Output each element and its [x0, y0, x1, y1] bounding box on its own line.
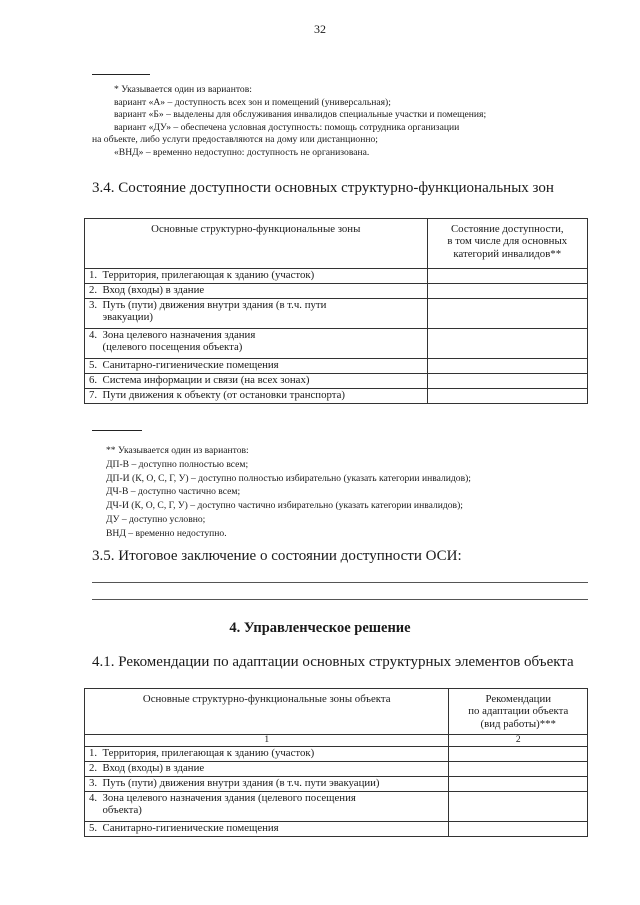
zone-cell: 1. Территория, прилегающая к зданию (участок)	[85, 747, 449, 762]
zone-cell: 1. Территория, прилегающая к зданию (участок)	[85, 269, 428, 284]
section-3-5-heading: 3.5. Итоговое заключение о состоянии доступности ОСИ:	[92, 548, 462, 564]
footnote-separator	[92, 430, 142, 431]
status-cell	[427, 269, 587, 284]
footnote-line: * Указывается один из вариантов:	[114, 84, 252, 95]
table-header-recommendations: Рекомендации по адаптации объекта (вид работы)***	[449, 689, 588, 735]
conclusion-line-2	[92, 599, 588, 600]
recommendation-cell	[449, 792, 588, 822]
footnote-line: ДП-И (К, О, С, Г, У) – доступно полностью избирательно (указать категории инвалидов);	[106, 472, 471, 484]
table-row	[85, 747, 588, 762]
status-cell	[427, 284, 587, 299]
column-number-1: 1	[85, 735, 449, 747]
footnote-variants-b	[106, 444, 596, 541]
table-row	[85, 299, 588, 329]
table-header-zones: Основные структурно-функциональные зоны объекта	[85, 689, 449, 735]
conclusion-line-1	[92, 582, 588, 583]
column-number-2: 2	[449, 735, 588, 747]
zone-cell: 4. Зона целевого назначения здания (целевого посещения объекта)	[85, 792, 449, 822]
status-cell	[427, 299, 587, 329]
zone-cell: 4. Зона целевого назначения здания (целевого посещения объекта)	[85, 329, 428, 359]
page-number: 32	[314, 22, 326, 36]
zone-cell: 5. Санитарно-гигиенические помещения	[85, 359, 428, 374]
footnote-separator	[92, 74, 150, 75]
footnote-line: на объекте, либо услуги предоставляются на дому или дистанционно;	[92, 134, 378, 146]
table-row	[85, 284, 588, 299]
zone-cell: 5. Санитарно-гигиенические помещения	[85, 822, 449, 837]
section-4-1-heading: 4.1. Рекомендации по адаптации основных структурных элементов объекта	[92, 654, 574, 670]
status-cell	[427, 329, 587, 359]
footnote-line: ** Указывается один из вариантов:	[106, 445, 249, 456]
footnote-line: вариант «А» – доступность всех зон и помещений (универсальная);	[114, 96, 391, 108]
status-cell	[427, 374, 587, 389]
status-cell	[427, 389, 587, 404]
footnote-variants-a	[92, 84, 597, 160]
table-header-status: Состояние доступности, в том числе для основных категорий инвалидов**	[427, 219, 587, 269]
table-header-zones: Основные структурно-функциональные зоны	[85, 219, 428, 269]
accessibility-zones-table	[84, 218, 588, 404]
table-row	[85, 792, 588, 822]
zone-cell: 7. Пути движения к объекту (от остановки транспорта)	[85, 389, 428, 404]
recommendation-cell	[449, 747, 588, 762]
footnote-line: ВНД – временно недоступно.	[106, 527, 227, 539]
footnote-line: ДЧ-И (К, О, С, Г, У) – доступно частично избирательно (указать категории инвалидов);	[106, 500, 463, 512]
table-row	[85, 329, 588, 359]
table-row	[85, 374, 588, 389]
table-row	[85, 359, 588, 374]
section-4-heading: 4. Управленческое решение	[229, 620, 411, 636]
recommendations-table	[84, 688, 588, 837]
recommendation-cell	[449, 762, 588, 777]
zone-cell: 2. Вход (входы) в здание	[85, 284, 428, 299]
table-row	[85, 389, 588, 404]
recommendation-cell	[449, 777, 588, 792]
recommendation-cell	[449, 822, 588, 837]
zone-cell: 2. Вход (входы) в здание	[85, 762, 449, 777]
footnote-line: вариант «Б» – выделены для обслуживания инвалидов специальные участки и помещения;	[114, 109, 487, 121]
table-row	[85, 777, 588, 792]
footnote-line: ДП-В – доступно полностью всем;	[106, 458, 249, 470]
footnote-line: ДУ – доступно условно;	[106, 513, 206, 525]
zone-cell: 3. Путь (пути) движения внутри здания (в т.ч. пути эвакуации)	[85, 299, 428, 329]
table-row	[85, 822, 588, 837]
footnote-line: вариант «ДУ» – обеспечена условная доступность: помощь сотрудника организации	[114, 121, 460, 133]
status-cell	[427, 359, 587, 374]
section-3-4-heading: 3.4. Состояние доступности основных структурно-функциональных зон	[92, 180, 554, 196]
table-row	[85, 762, 588, 777]
zone-cell: 6. Система информации и связи (на всех зонах)	[85, 374, 428, 389]
zone-cell: 3. Путь (пути) движения внутри здания (в т.ч. пути эвакуации)	[85, 777, 449, 792]
footnote-line: ДЧ-В – доступно частично всем;	[106, 486, 241, 498]
footnote-line: «ВНД» – временно недоступно: доступность не организована.	[114, 146, 370, 158]
table-row	[85, 269, 588, 284]
